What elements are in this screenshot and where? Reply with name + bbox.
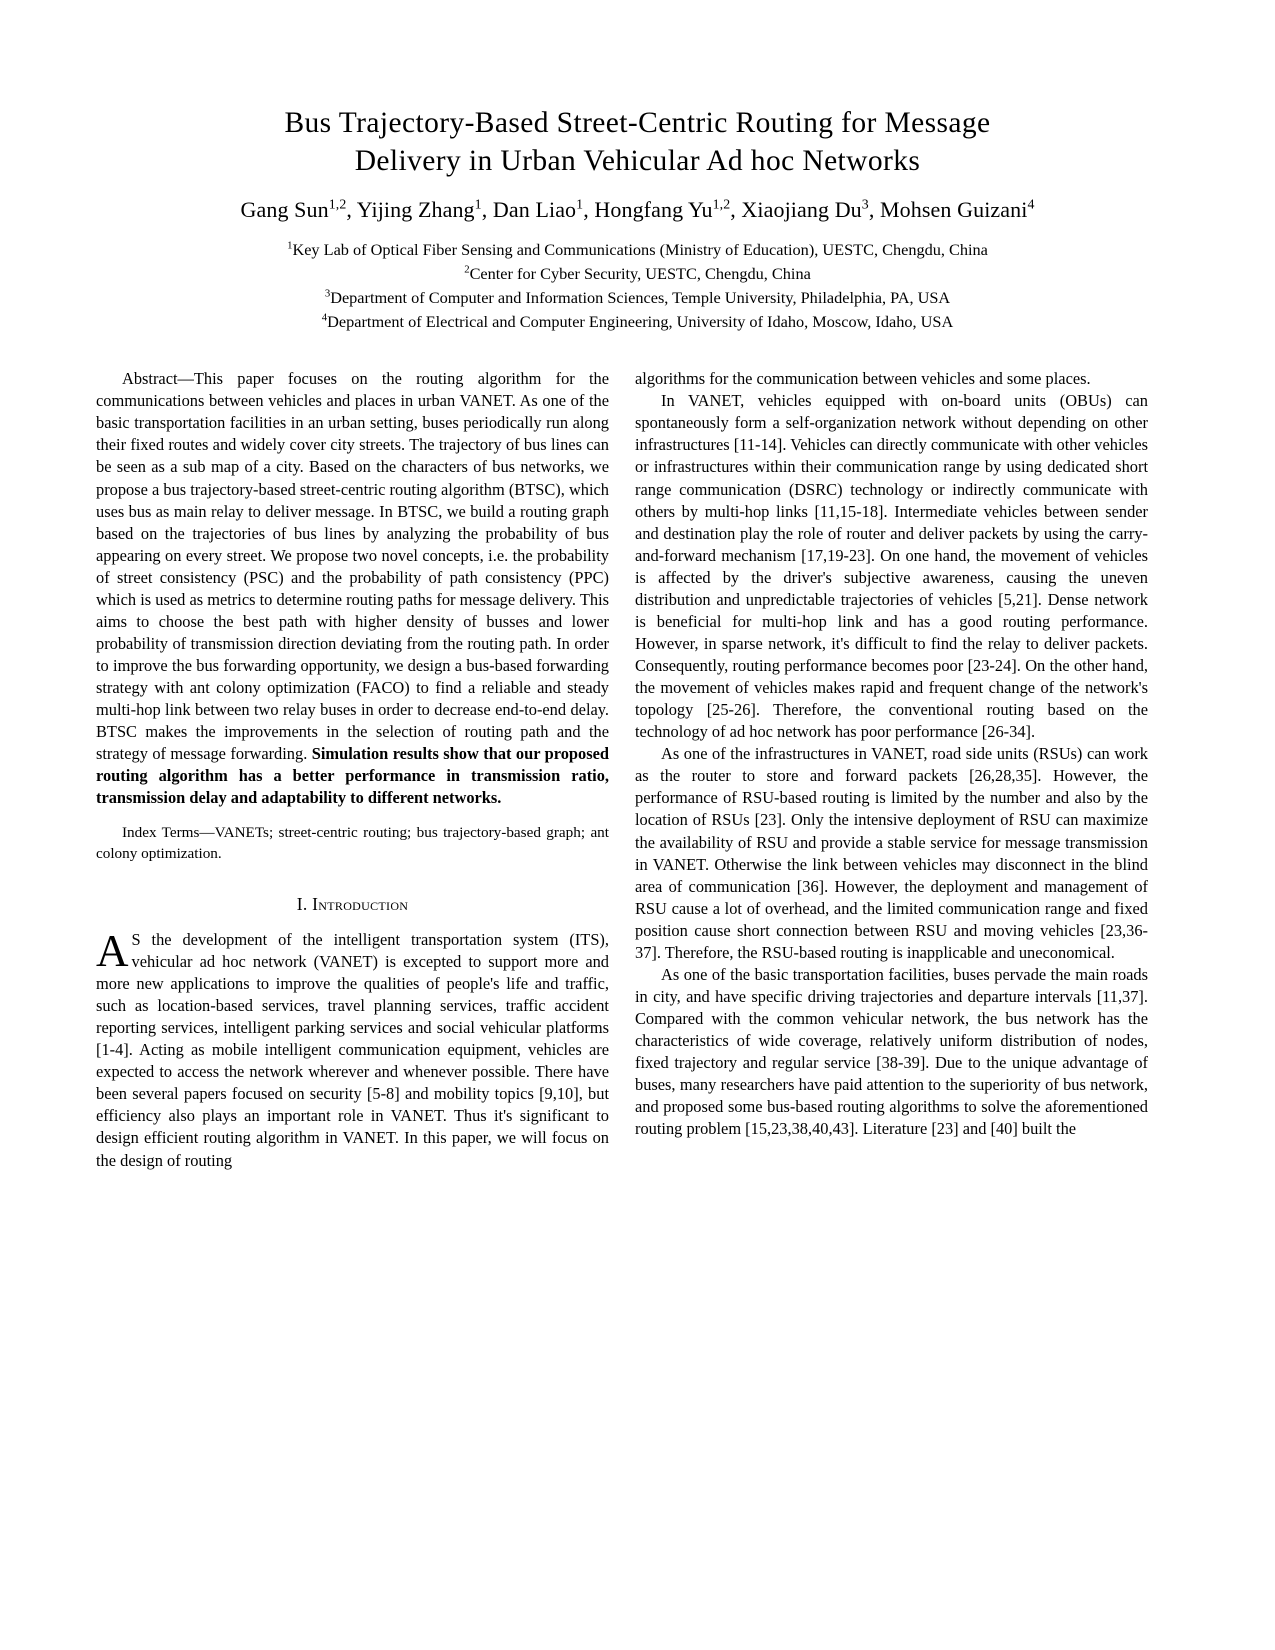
introduction-paragraph-4: As one of the basic transportation facilities, buses pervade the main roads in city, and have specific driving trajectories and departure intervals [11,37]. Compared with the common vehicular network, the bus network has the characteristics of wide coverage, relatively uniform distribution of nodes, fixed trajectory and regular service [38-39]. Due to the unique advantage of buses, many researchers have paid attention to the superiority of bus network, and proposed some bus-based routing algorithms to solve the aforementioned routing problem [15,23,38,40,43]. Literature [23] and [40] built the [635, 964, 1148, 1139]
abstract-body: This paper focuses on the routing algorithm for the communications between vehicles and places in urban VANET. As one of the basic transportation facilities in an urban setting, buses periodically run along their fixed routes and widely cover city streets. The trajectory of bus lines can be seen as a sub map of a city. Based on the characters of bus networks, we propose a bus trajectory-based street-centric routing algorithm (BTSC), which uses bus as main relay to deliver message. In BTSC, we build a routing graph based on the trajectories of bus lines by analyzing the probability of bus appearing on every street. We propose two novel concepts, i.e. the probability of street consistency (PSC) and the probability of path consistency (PPC) which is used as metrics to determine routing paths for message delivery. This aims to choose the best path with higher density of busses and lower probability of transmission direction deviating from the routing path. In order to improve the bus forwarding opportunity, we design a bus-based forwarding strategy with ant colony optimization (FACO) to find a reliable and steady multi-hop link between two relay buses in order to decrease end-to-end delay. BTSC makes the improvements in the selection of routing path and the strategy of message forwarding. [96, 369, 609, 764]
page-title [136, 104, 1139, 181]
introduction-paragraph-1-text: S the development of the intelligent transportation system (ITS), vehicular ad hoc network (VANET) is excepted to support more and more new applications to improve the qualities of people's life and traffic, such as location-based services, travel planning services, traffic accident reporting services, intelligent parking services and social vehicular platforms [1-4]. Acting as mobile intelligent communication equipment, vehicles are expected to access the network wherever and whenever possible. There have been several papers focused on security [5-8] and mobility topics [9,10], but efficiency also plays an important role in VANET. Thus it's significant to design efficient routing algorithm in VANET. In this paper, we will focus on the design of routing [96, 929, 609, 1170]
index-terms-body: VANETs; street-centric routing; bus trajectory-based graph; ant colony optimization. [96, 824, 609, 862]
abstract-bold-conclusion: Simulation results show that our proposed routing algorithm has a better performance in transmission ratio, transmission delay and adaptability to different networks. [96, 744, 610, 808]
right-column [635, 368, 1148, 1140]
section-heading-introduction: I. Introduction [296, 893, 409, 914]
author-list: Gang Sun$^{1,2}$, Yijing Zhang$^1$, Dan Liao$^1$, Hongfang Yu$^{1,2}$, Xiaojiang Du$^3$, Mohsen Guizani$^4$ [240, 196, 1035, 222]
body-columns [96, 368, 1179, 1171]
index-terms-paragraph [96, 823, 609, 863]
index-terms-label: Index Terms— [122, 824, 215, 842]
introduction-paragraph-1 [96, 925, 609, 1172]
drop-cap-letter: A [96, 925, 129, 976]
affiliation-1: $^1$Key Lab of Optical Fiber Sensing and Communications (Ministry of Education), UESTC, Chengdu, China [287, 239, 988, 260]
affiliation-2: $^2$Center for Cyber Security, UESTC, Chengdu, China [464, 263, 811, 284]
affiliation-4: $^4$Department of Electrical and Computer Engineering, University of Idaho, Moscow, Idaho, USA [321, 311, 954, 332]
title-line-1: Bus Trajectory-Based Street-Centric Routing for Message [284, 107, 991, 139]
affiliation-3: $^3$Department of Computer and Information Sciences, Temple University, Philadelphia, PA, USA [324, 287, 951, 308]
left-column [96, 368, 609, 1171]
introduction-paragraph-2: In VANET, vehicles equipped with on-board units (OBUs) can spontaneously form a self-organization network without depending on other infrastructures [11-14]. Vehicles can directly communicate with other vehicles or infrastructures within their communication range by using dedicated short range communication (DSRC) technology or indirectly communicate with others by multi-hop links [11,15-18]. Intermediate vehicles between sender and destination play the role of router and deliver packets by using the carry-and-forward mechanism [17,19-23]. On one hand, the movement of vehicles is affected by the driver's subjective awareness, causing the uneven distribution and unpredictable trajectories of vehicles [5,21]. Dense network is beneficial for multi-hop link and has a good routing performance. However, in sparse network, it's difficult to find the relay to deliver packets. Consequently, routing performance becomes poor [23-24]. On the other hand, the movement of vehicles makes rapid and frequent change of the network's topology [25-26]. Therefore, the conventional routing based on the technology of ad hoc network has poor performance [26-34]. [635, 391, 1148, 742]
abstract-paragraph [96, 368, 609, 809]
introduction-paragraph-1-continued: algorithms for the communication between vehicles and some places. [635, 369, 1091, 389]
introduction-paragraph-3: As one of the infrastructures in VANET, road side units (RSUs) can work as the router to store and forward packets [26,28,35]. However, the performance of RSU-based routing is limited by the number and also by the location of RSUs [23]. Only the intensive deployment of RSU can maximize the availability of RSU and provide a stable service for message transmission in VANET. Otherwise the link between vehicles may disconnect in the blind area of communication [36]. However, the deployment and management of RSU cause a lot of overhead, and the limited communication range and fixed position cause short connection between RSU and moving vehicles [23,36-37]. Therefore, the RSU-based routing is inapplicable and uneconomical. [635, 744, 1148, 962]
title-line-2: Delivery in Urban Vehicular Ad hoc Networks [354, 145, 921, 178]
abstract-label: Abstract— [122, 369, 194, 389]
